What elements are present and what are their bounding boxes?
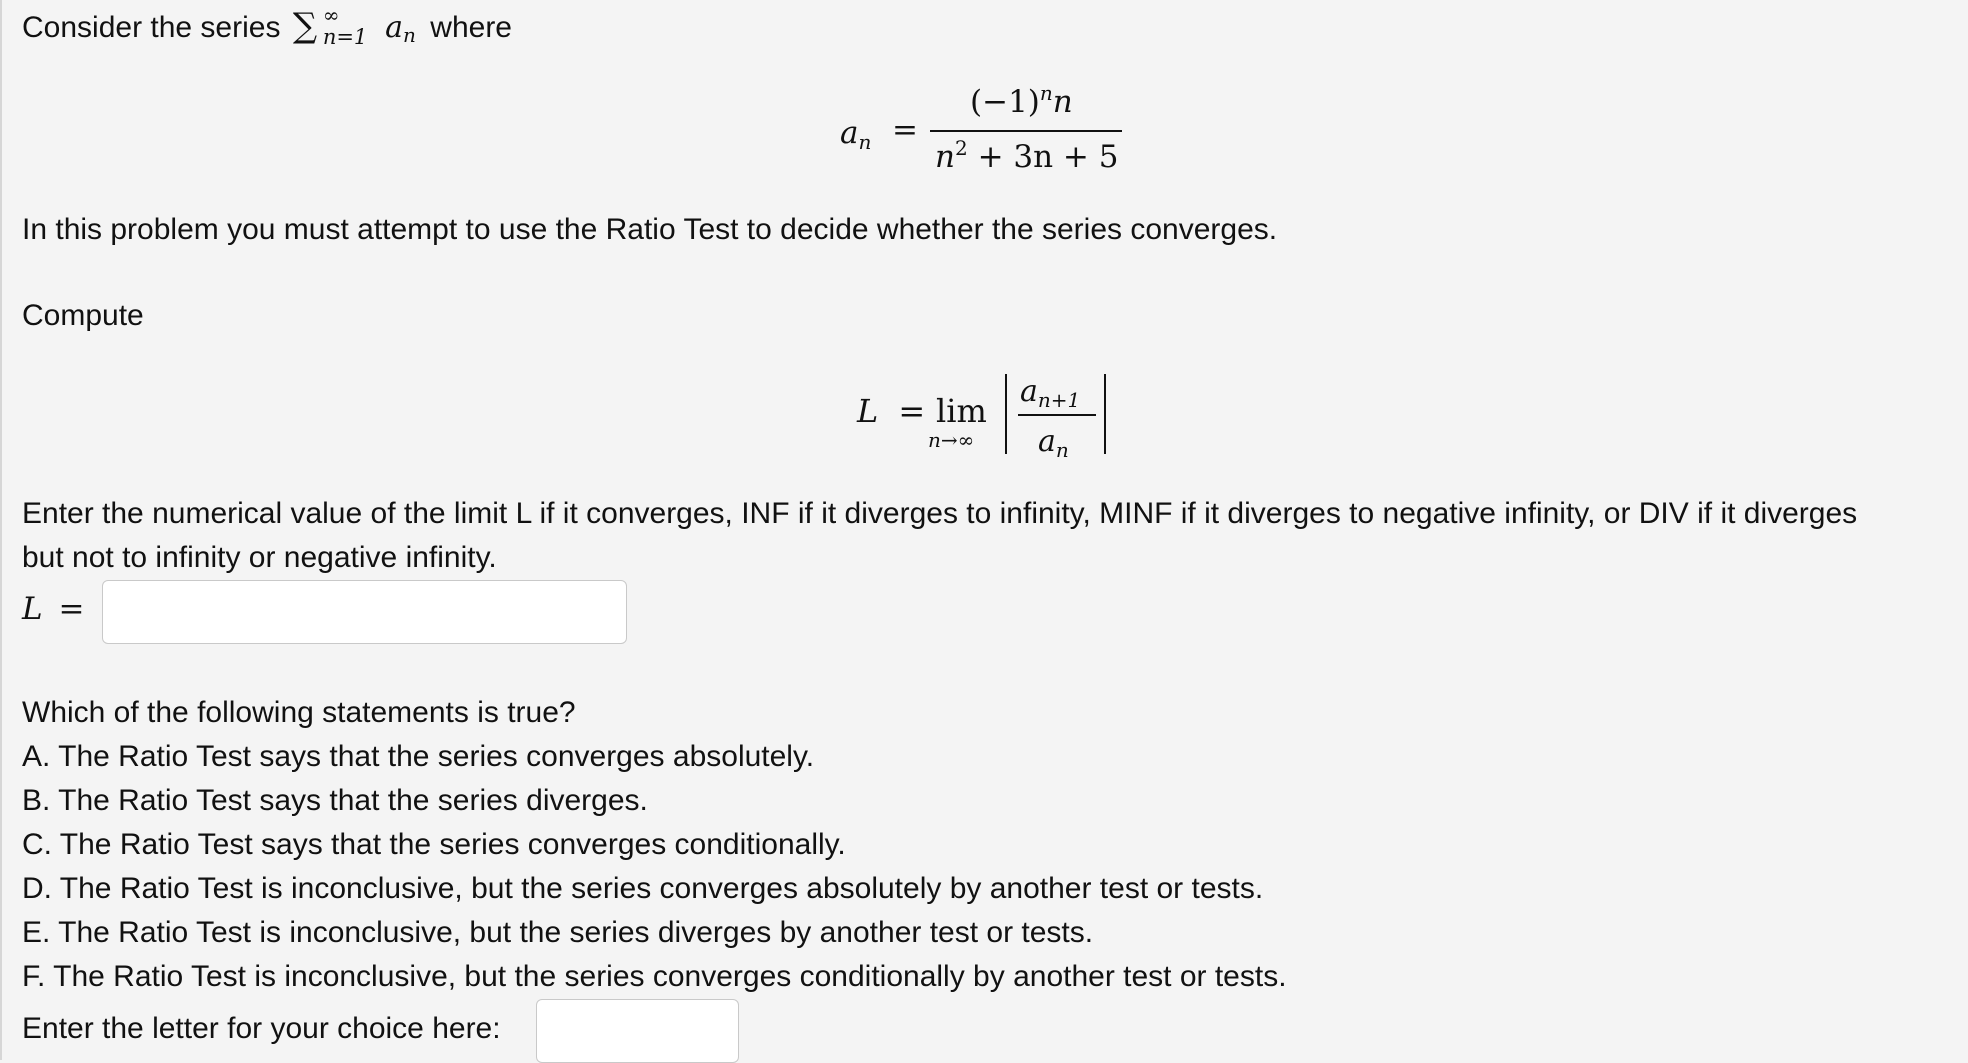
denominator-base: n [935, 139, 955, 175]
ratio-numerator [1020, 374, 1081, 412]
series-term [385, 10, 416, 45]
term-sub: n [403, 23, 416, 47]
option-C: C. The Ratio Test says that the series converges conditionally. [22, 828, 846, 861]
ratio-fraction-bar [1018, 414, 1096, 416]
sum-upper: ∞ [322, 3, 340, 27]
an-fraction-bar [930, 130, 1122, 132]
option-E: E. The Ratio Test is inconclusive, but the series diverges by another test or tests. [22, 916, 1094, 949]
an-denominator [935, 136, 1119, 175]
enter-instructions-line1: Enter the numerical value of the limit L if it converges, INF if it diverges to infinity, MINF if it diverges to negative infinity, or DIV if it diverges [22, 497, 1858, 530]
ratio-den-base: a [1038, 424, 1056, 459]
answer-label: Enter the letter for your choice here: [22, 1012, 501, 1045]
ratio-num-sub: n+1 [1037, 388, 1081, 412]
L-input-var: L [22, 591, 43, 627]
option-D: D. The Ratio Test is inconclusive, but the series converges absolutely by another test or tests. [22, 872, 1264, 905]
denominator-exp: 2 [954, 136, 968, 160]
numerator-part1: (−1) [970, 84, 1040, 120]
enter-instructions-line2: but not to infinity or negative infinity. [22, 541, 497, 574]
choice-answer-input[interactable] [536, 999, 739, 1063]
option-B: B. The Ratio Test says that the series diverges. [22, 784, 648, 817]
L-input-label [22, 591, 85, 627]
sum-symbol: ∑ [292, 6, 318, 46]
numerator-exp: n [1039, 81, 1053, 105]
lim-operator: lim [936, 392, 987, 430]
option-F: F. The Ratio Test is inconclusive, but the series converges conditionally by another test or tests. [22, 960, 1287, 993]
lim-subscript: n→∞ [928, 428, 975, 452]
instruction-text: In this problem you must attempt to use the Ratio Test to decide whether the series converges. [22, 213, 1278, 246]
L-equals: = [898, 392, 926, 430]
ratio-num-base: a [1020, 374, 1038, 409]
denominator-rest: + 3n + 5 [977, 139, 1119, 175]
L-input-eq: = [58, 591, 85, 627]
option-A: A. The Ratio Test says that the series converges absolutely. [22, 740, 815, 773]
an-lhs-sub: n [858, 130, 872, 154]
ratio-denominator [1038, 424, 1069, 462]
L-answer-input[interactable] [102, 580, 627, 644]
abs-bar-left [1005, 374, 1007, 454]
question-prompt: Which of the following statements is true? [22, 696, 576, 729]
an-lhs [840, 115, 872, 154]
numerator-part2: n [1052, 84, 1073, 120]
compute-label: Compute [22, 299, 144, 332]
abs-bar-right [1104, 374, 1106, 454]
an-lhs-base: a [840, 115, 859, 151]
an-numerator [970, 81, 1073, 120]
term-base: a [385, 10, 404, 45]
an-equals: = [892, 112, 918, 148]
intro-suffix: where [430, 11, 512, 44]
L-lhs [857, 392, 926, 430]
series-notation [289, 3, 377, 49]
intro-line [22, 3, 512, 49]
left-border [0, 0, 2, 1060]
intro-prefix: Consider the series [22, 11, 281, 44]
sum-lower: n=1 [322, 25, 368, 49]
ratio-den-sub: n [1055, 438, 1069, 462]
L-var: L [857, 392, 879, 430]
